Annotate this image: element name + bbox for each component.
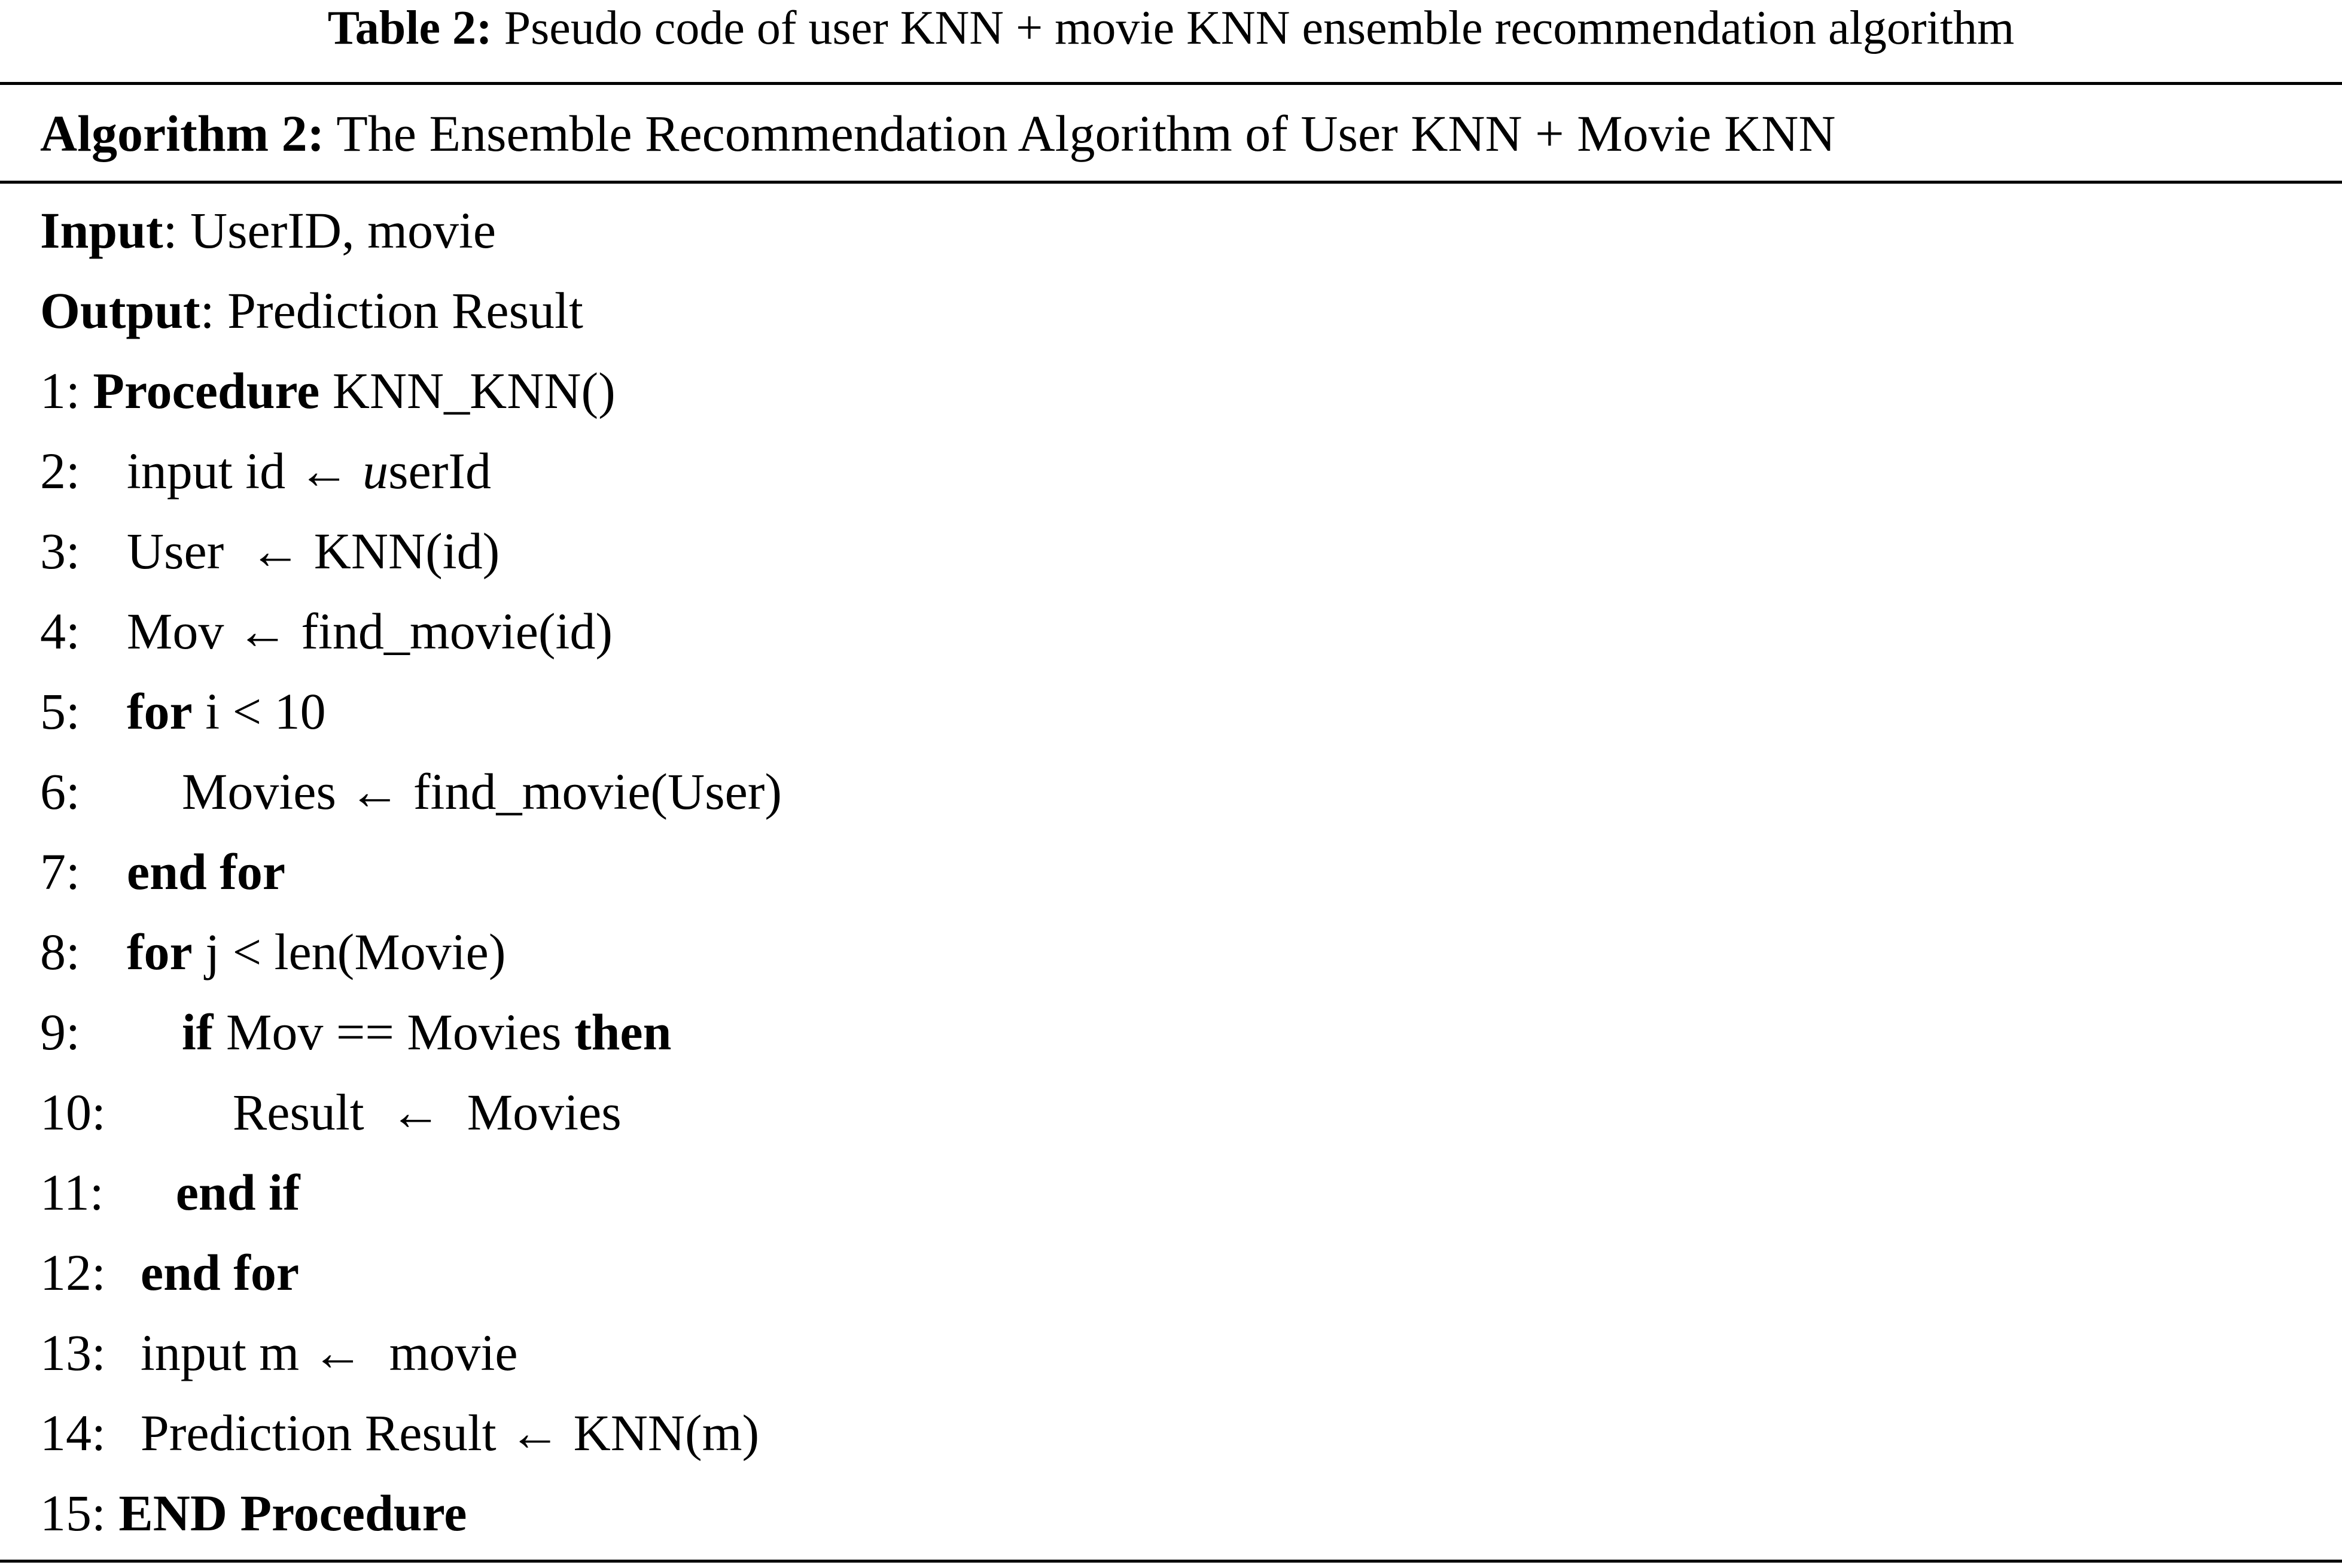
code-italic: u — [363, 442, 389, 500]
code-text: User ← KNN(id) — [126, 522, 500, 580]
code-line-6 — [40, 751, 782, 832]
algorithm-name: The Ensemble Recommendation Algorithm of User KNN + Movie KNN — [336, 105, 1836, 162]
algorithm-label: Algorithm 2: — [40, 105, 325, 162]
keyword: end for — [140, 1244, 300, 1301]
code-line-2 — [40, 431, 491, 511]
keyword: Procedure — [93, 362, 320, 419]
line-number: 10: — [40, 1083, 106, 1141]
line-number: 12: — [40, 1244, 106, 1301]
line-number: 14: — [40, 1404, 106, 1462]
code-text: Result ← Movies — [232, 1083, 622, 1141]
code-line-1 — [40, 351, 616, 431]
output-value: : Prediction Result — [200, 282, 583, 339]
line-number: 11: — [40, 1164, 104, 1221]
code-text: Mov ← find_movie(id) — [126, 602, 613, 660]
code-line-4 — [40, 591, 613, 671]
keyword: for — [126, 923, 193, 981]
line-number: 13: — [40, 1324, 106, 1381]
keyword: for — [126, 683, 193, 740]
keyword: END Procedure — [118, 1484, 467, 1542]
input-label: Input — [40, 202, 163, 259]
code-line-12 — [40, 1232, 299, 1313]
line-number: 8: — [40, 923, 80, 981]
caption-label: Table 2: — [327, 2, 492, 54]
code-line-3 — [40, 511, 500, 591]
caption-text: Pseudo code of user KNN + movie KNN ensemble recommendation algorithm — [504, 2, 2015, 54]
input-line — [40, 190, 496, 270]
code-text: i < 10 — [205, 683, 326, 740]
keyword: end for — [126, 843, 286, 900]
line-number: 6: — [40, 763, 80, 820]
code-text: Mov == Movies — [226, 1003, 562, 1061]
code-line-7 — [40, 832, 285, 912]
line-number: 15: — [40, 1484, 106, 1542]
line-number: 4: — [40, 602, 80, 660]
code-line-9 — [40, 992, 671, 1072]
code-line-10 — [40, 1072, 622, 1152]
code-line-15 — [40, 1473, 467, 1553]
output-label: Output — [40, 282, 200, 339]
keyword: if — [181, 1003, 214, 1061]
code-line-13 — [40, 1313, 518, 1393]
code-line-14 — [40, 1393, 759, 1473]
input-value: : UserID, movie — [163, 202, 497, 259]
code-line-11 — [40, 1152, 300, 1232]
line-number: 3: — [40, 522, 80, 580]
line-number: 1: — [40, 362, 80, 419]
code-text: j < len(Movie) — [205, 923, 506, 981]
code-text: Movies ← find_movie(User) — [181, 763, 782, 820]
middle-rule — [0, 181, 2342, 184]
line-number: 2: — [40, 442, 80, 500]
top-rule — [0, 82, 2342, 85]
code-text: input m ← movie — [140, 1324, 518, 1381]
code-line-8 — [40, 912, 506, 992]
line-number: 7: — [40, 843, 80, 900]
bottom-rule — [0, 1560, 2342, 1563]
output-line — [40, 270, 583, 351]
code-text: KNN_KNN() — [332, 362, 616, 419]
table-caption — [0, 0, 2342, 57]
keyword-then: then — [574, 1003, 672, 1061]
code-line-5 — [40, 671, 326, 751]
algorithm-title — [40, 101, 1836, 166]
keyword: end if — [175, 1164, 300, 1221]
line-number: 9: — [40, 1003, 80, 1061]
code-text-tail: serId — [388, 442, 492, 500]
code-text: input id ← — [126, 442, 363, 500]
code-text: Prediction Result ← KNN(m) — [140, 1404, 760, 1462]
line-number: 5: — [40, 683, 80, 740]
